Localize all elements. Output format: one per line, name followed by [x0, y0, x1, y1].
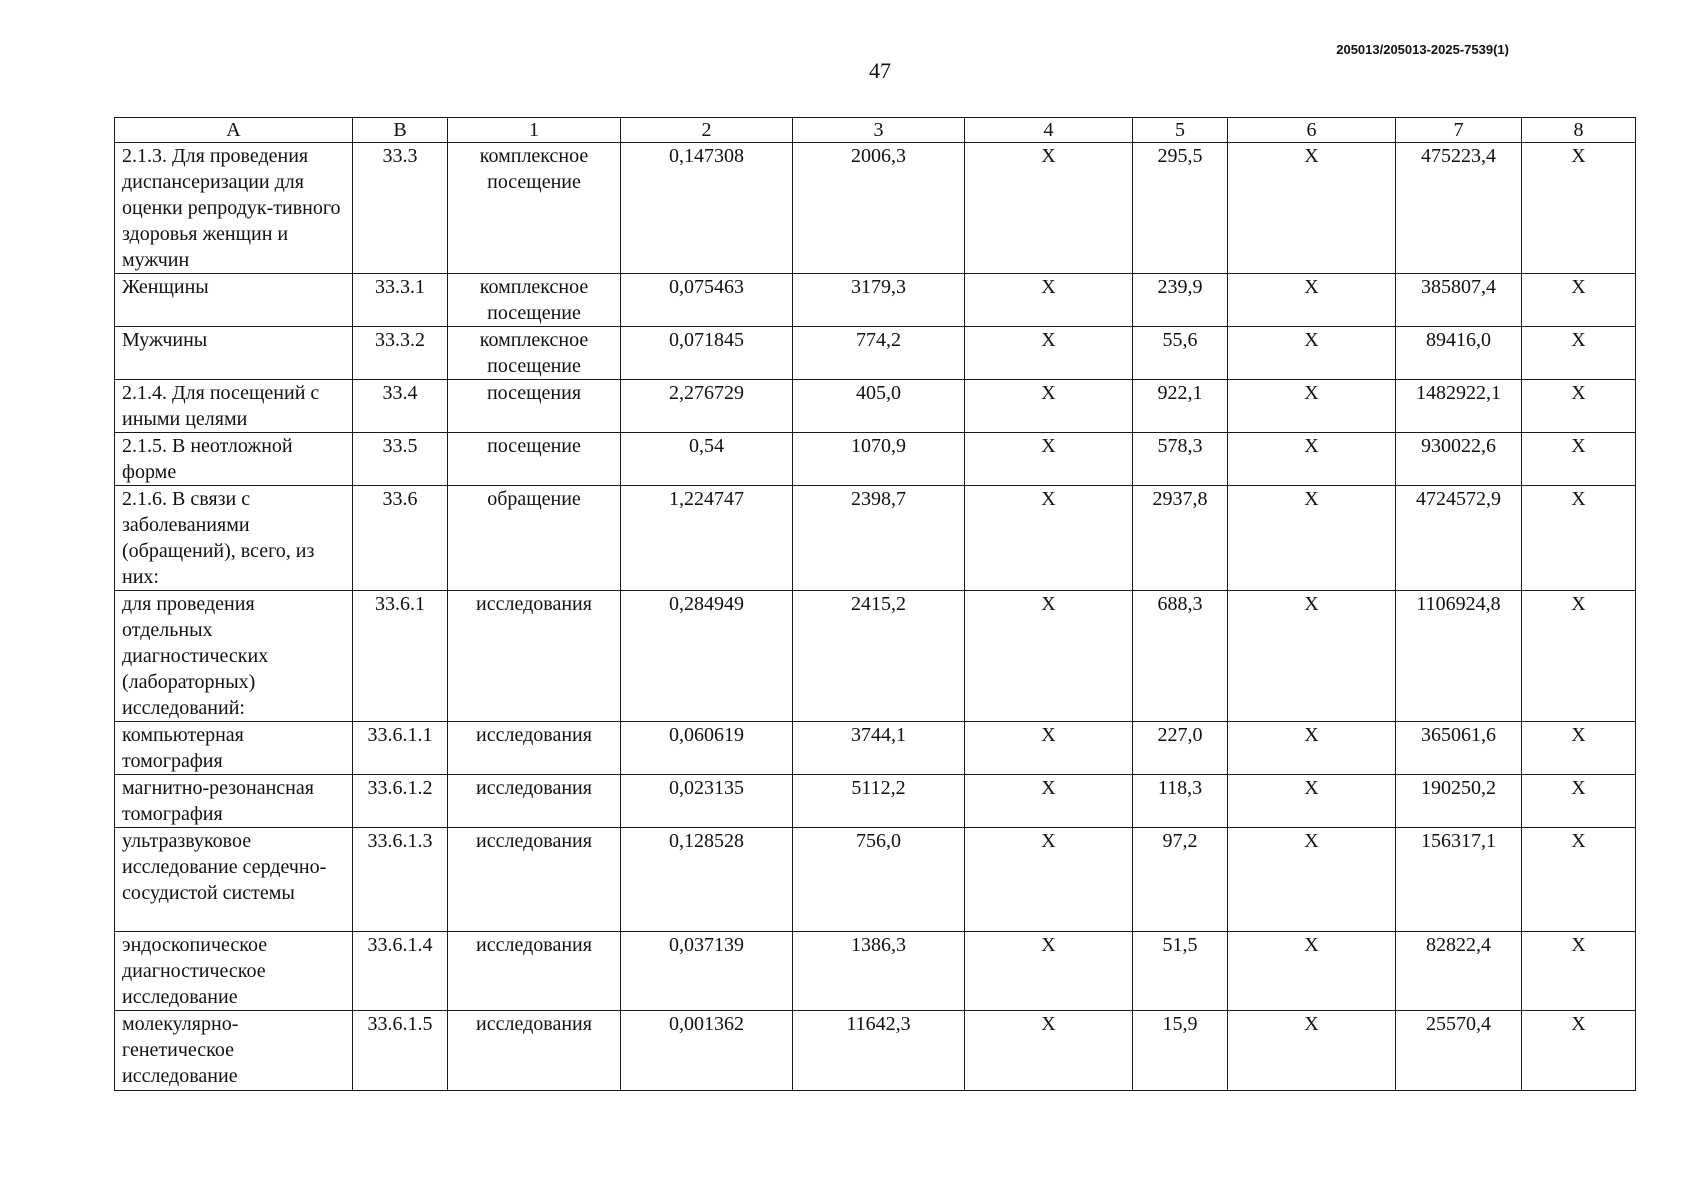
value-col-6: Х [1228, 1011, 1396, 1091]
row-code: 33.5 [353, 433, 448, 486]
row-label: для проведения отдельных диагностических (лабораторных) исследований: [115, 591, 353, 722]
value-col-3: 5112,2 [793, 775, 965, 828]
row-label: 2.1.4. Для посещений с иными целями [115, 380, 353, 433]
table-row [115, 433, 1636, 486]
row-code: 33.6.1.4 [353, 932, 448, 1011]
value-col-5: 97,2 [1133, 828, 1228, 932]
value-col-3: 774,2 [793, 327, 965, 380]
column-header: 4 [965, 118, 1133, 143]
table-row [115, 591, 1636, 722]
value-col-7: 930022,6 [1396, 433, 1522, 486]
row-code: 33.3.1 [353, 274, 448, 327]
value-col-3: 2398,7 [793, 486, 965, 591]
table-row [115, 828, 1636, 932]
value-col-7: 385807,4 [1396, 274, 1522, 327]
value-col-7: 1482922,1 [1396, 380, 1522, 433]
value-col-6: Х [1228, 274, 1396, 327]
document-id: 205013/205013-2025-7539(1) [1336, 42, 1509, 57]
value-col-4: Х [965, 1011, 1133, 1091]
unit: исследования [448, 932, 621, 1011]
row-label: Женщины [115, 274, 353, 327]
column-header: A [115, 118, 353, 143]
row-code: 33.6 [353, 486, 448, 591]
row-label: магнитно-резонансная томография [115, 775, 353, 828]
row-code: 33.4 [353, 380, 448, 433]
value-col-5: 578,3 [1133, 433, 1228, 486]
value-col-8: Х [1522, 274, 1636, 327]
column-header: 8 [1522, 118, 1636, 143]
value-col-3: 756,0 [793, 828, 965, 932]
value-col-8: Х [1522, 591, 1636, 722]
value-col-7: 82822,4 [1396, 932, 1522, 1011]
value-col-6: Х [1228, 433, 1396, 486]
value-col-5: 55,6 [1133, 327, 1228, 380]
column-header: 3 [793, 118, 965, 143]
value-col-6: Х [1228, 932, 1396, 1011]
value-col-8: Х [1522, 722, 1636, 775]
unit: посещение [448, 433, 621, 486]
row-code: 33.6.1.2 [353, 775, 448, 828]
row-code: 33.6.1.5 [353, 1011, 448, 1091]
value-col-2: 0,071845 [621, 327, 793, 380]
value-col-7: 4724572,9 [1396, 486, 1522, 591]
value-col-8: Х [1522, 486, 1636, 591]
value-col-5: 2937,8 [1133, 486, 1228, 591]
value-col-8: Х [1522, 828, 1636, 932]
page-number: 47 [869, 58, 891, 83]
column-header: 6 [1228, 118, 1396, 143]
value-col-3: 11642,3 [793, 1011, 965, 1091]
value-col-4: Х [965, 591, 1133, 722]
unit: исследования [448, 1011, 621, 1091]
value-col-5: 227,0 [1133, 722, 1228, 775]
data-table [114, 117, 1636, 1091]
row-label: 2.1.5. В неотложной форме [115, 433, 353, 486]
value-col-3: 3179,3 [793, 274, 965, 327]
value-col-4: Х [965, 775, 1133, 828]
unit: исследования [448, 775, 621, 828]
table-row [115, 327, 1636, 380]
value-col-3: 405,0 [793, 380, 965, 433]
value-col-8: Х [1522, 1011, 1636, 1091]
row-label: 2.1.6. В связи с заболеваниями (обращений), всего, из них: [115, 486, 353, 591]
value-col-2: 0,284949 [621, 591, 793, 722]
row-code: 33.3 [353, 143, 448, 274]
column-header: 7 [1396, 118, 1522, 143]
value-col-7: 156317,1 [1396, 828, 1522, 932]
row-code: 33.6.1.3 [353, 828, 448, 932]
value-col-4: Х [965, 486, 1133, 591]
value-col-6: Х [1228, 828, 1396, 932]
value-col-6: Х [1228, 591, 1396, 722]
value-col-6: Х [1228, 327, 1396, 380]
value-col-2: 0,037139 [621, 932, 793, 1011]
value-col-6: Х [1228, 486, 1396, 591]
value-col-2: 0,060619 [621, 722, 793, 775]
unit: посещения [448, 380, 621, 433]
value-col-4: Х [965, 932, 1133, 1011]
value-col-6: Х [1228, 143, 1396, 274]
value-col-5: 15,9 [1133, 1011, 1228, 1091]
value-col-7: 190250,2 [1396, 775, 1522, 828]
value-col-2: 0,128528 [621, 828, 793, 932]
value-col-8: Х [1522, 327, 1636, 380]
value-col-7: 475223,4 [1396, 143, 1522, 274]
row-label: эндоскопическое диагностическое исследование [115, 932, 353, 1011]
value-col-4: Х [965, 380, 1133, 433]
table-row [115, 380, 1636, 433]
value-col-7: 1106924,8 [1396, 591, 1522, 722]
value-col-8: Х [1522, 932, 1636, 1011]
column-header: 1 [448, 118, 621, 143]
value-col-4: Х [965, 722, 1133, 775]
value-col-3: 2006,3 [793, 143, 965, 274]
value-col-8: Х [1522, 775, 1636, 828]
unit: исследования [448, 722, 621, 775]
row-label: ультразвуковое исследование сердечно-сосудистой системы [115, 828, 353, 932]
table-row [115, 486, 1636, 591]
column-header: 5 [1133, 118, 1228, 143]
value-col-4: Х [965, 143, 1133, 274]
value-col-5: 295,5 [1133, 143, 1228, 274]
value-col-2: 0,023135 [621, 775, 793, 828]
table-row [115, 1011, 1636, 1091]
table-row [115, 775, 1636, 828]
value-col-4: Х [965, 327, 1133, 380]
value-col-2: 2,276729 [621, 380, 793, 433]
row-label: 2.1.3. Для проведения диспансеризации для оценки репродук-тивного здоровья женщин и мужчин [115, 143, 353, 274]
table-row [115, 143, 1636, 274]
value-col-7: 89416,0 [1396, 327, 1522, 380]
value-col-3: 1070,9 [793, 433, 965, 486]
row-code: 33.6.1 [353, 591, 448, 722]
unit: комплексное посещение [448, 274, 621, 327]
value-col-3: 1386,3 [793, 932, 965, 1011]
value-col-8: Х [1522, 433, 1636, 486]
unit: исследования [448, 591, 621, 722]
unit: обращение [448, 486, 621, 591]
table-row [115, 274, 1636, 327]
unit: комплексное посещение [448, 143, 621, 274]
table-row [115, 932, 1636, 1011]
header-row [115, 118, 1636, 143]
value-col-2: 0,075463 [621, 274, 793, 327]
table-row [115, 722, 1636, 775]
value-col-5: 922,1 [1133, 380, 1228, 433]
value-col-6: Х [1228, 722, 1396, 775]
value-col-2: 0,001362 [621, 1011, 793, 1091]
value-col-8: Х [1522, 380, 1636, 433]
value-col-5: 51,5 [1133, 932, 1228, 1011]
value-col-5: 688,3 [1133, 591, 1228, 722]
value-col-4: Х [965, 274, 1133, 327]
value-col-2: 1,224747 [621, 486, 793, 591]
value-col-8: Х [1522, 143, 1636, 274]
value-col-3: 2415,2 [793, 591, 965, 722]
row-label: Мужчины [115, 327, 353, 380]
value-col-7: 365061,6 [1396, 722, 1522, 775]
unit: комплексное посещение [448, 327, 621, 380]
row-label: молекулярно-генетическое исследование [115, 1011, 353, 1091]
value-col-2: 0,147308 [621, 143, 793, 274]
value-col-5: 118,3 [1133, 775, 1228, 828]
value-col-4: Х [965, 828, 1133, 932]
value-col-5: 239,9 [1133, 274, 1228, 327]
value-col-6: Х [1228, 775, 1396, 828]
value-col-4: Х [965, 433, 1133, 486]
value-col-7: 25570,4 [1396, 1011, 1522, 1091]
value-col-6: Х [1228, 380, 1396, 433]
value-col-2: 0,54 [621, 433, 793, 486]
column-header: 2 [621, 118, 793, 143]
row-code: 33.6.1.1 [353, 722, 448, 775]
row-code: 33.3.2 [353, 327, 448, 380]
unit: исследования [448, 828, 621, 932]
row-label: компьютерная томография [115, 722, 353, 775]
column-header: B [353, 118, 448, 143]
value-col-3: 3744,1 [793, 722, 965, 775]
